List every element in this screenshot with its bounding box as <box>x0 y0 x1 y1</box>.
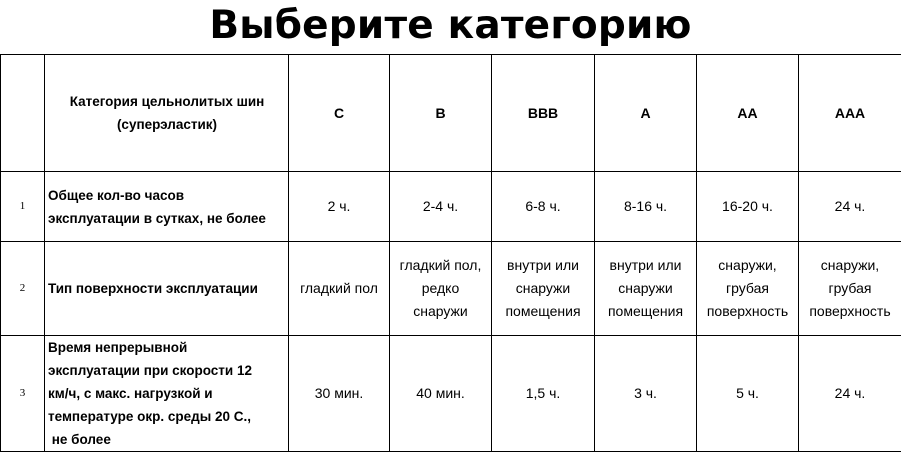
category-header-b: В <box>390 55 492 172</box>
header-label-cell <box>45 55 289 172</box>
cell-line: снаружи <box>392 300 489 323</box>
cell-line: снаружи, <box>699 254 796 277</box>
row-label <box>45 336 289 452</box>
table-cell <box>799 336 901 452</box>
cell-line: 30 мин. <box>291 382 387 405</box>
table-cell <box>697 242 799 336</box>
cell-line: снаружи <box>494 277 592 300</box>
row-label-line: эксплуатации при скорости 12 <box>48 359 286 382</box>
row-label-line: км/ч, с макс. нагрузкой и <box>48 382 286 405</box>
row-label-line: температуре окр. среды 20 С., <box>48 405 286 428</box>
cell-line: 2 ч. <box>291 195 387 218</box>
row-label-line: не более <box>48 428 286 451</box>
category-header-a: А <box>595 55 697 172</box>
row-number: 1 <box>1 172 45 242</box>
cell-line: 24 ч. <box>801 195 899 218</box>
table-cell <box>492 336 595 452</box>
cell-line: 16-20 ч. <box>699 195 796 218</box>
table-cell <box>390 242 492 336</box>
cell-line: 5 ч. <box>699 382 796 405</box>
table-cell <box>390 172 492 242</box>
cell-line: грубая <box>699 277 796 300</box>
table-cell <box>595 336 697 452</box>
table-cell <box>595 242 697 336</box>
row-label <box>45 242 289 336</box>
row-label-line: Время непрерывной <box>48 336 286 359</box>
category-header-bbb: ВВВ <box>492 55 595 172</box>
cell-line: 8-16 ч. <box>597 195 694 218</box>
cell-line: поверхность <box>801 300 899 323</box>
table-cell <box>799 242 901 336</box>
header-number-cell <box>1 55 45 172</box>
cell-line: 1,5 ч. <box>494 382 592 405</box>
cell-line: помещения <box>597 300 694 323</box>
cell-line: внутри или <box>494 254 592 277</box>
cell-line: снаружи <box>597 277 694 300</box>
table-cell <box>289 242 390 336</box>
row-label <box>45 172 289 242</box>
row-label-line: Общее кол-во часов <box>48 184 286 207</box>
table-cell <box>289 172 390 242</box>
table-cell <box>697 336 799 452</box>
cell-line: гладкий пол <box>291 277 387 300</box>
table-row <box>1 242 901 336</box>
cell-line: 2-4 ч. <box>392 195 489 218</box>
cell-line: редко <box>392 277 489 300</box>
cell-line: внутри или <box>597 254 694 277</box>
table-cell <box>595 172 697 242</box>
table-cell <box>799 172 901 242</box>
cell-line: снаружи, <box>801 254 899 277</box>
row-number: 3 <box>1 336 45 452</box>
table-row <box>1 172 901 242</box>
cell-line: 24 ч. <box>801 382 899 405</box>
page-title: Выберите категорию <box>0 0 901 54</box>
cell-line: помещения <box>494 300 592 323</box>
cell-line: поверхность <box>699 300 796 323</box>
cell-line: 6-8 ч. <box>494 195 592 218</box>
cell-line: 3 ч. <box>597 382 694 405</box>
table-cell <box>289 336 390 452</box>
category-header-aaa: ААА <box>799 55 901 172</box>
table-cell <box>492 242 595 336</box>
category-header-aa: АА <box>697 55 799 172</box>
cell-line: грубая <box>801 277 899 300</box>
category-table <box>0 54 901 452</box>
header-label-line: Категория цельнолитых шин <box>48 90 286 113</box>
table-cell <box>697 172 799 242</box>
table-row <box>1 336 901 452</box>
row-number: 2 <box>1 242 45 336</box>
cell-line: гладкий пол, <box>392 254 489 277</box>
header-label-line: (суперэластик) <box>48 113 286 136</box>
row-label-line: Тип поверхности эксплуатации <box>48 277 286 300</box>
row-label-line: эксплуатации в сутках, не более <box>48 207 286 230</box>
header-row <box>1 55 901 172</box>
table-cell <box>390 336 492 452</box>
category-header-c: С <box>289 55 390 172</box>
cell-line: 40 мин. <box>392 382 489 405</box>
table-cell <box>492 172 595 242</box>
